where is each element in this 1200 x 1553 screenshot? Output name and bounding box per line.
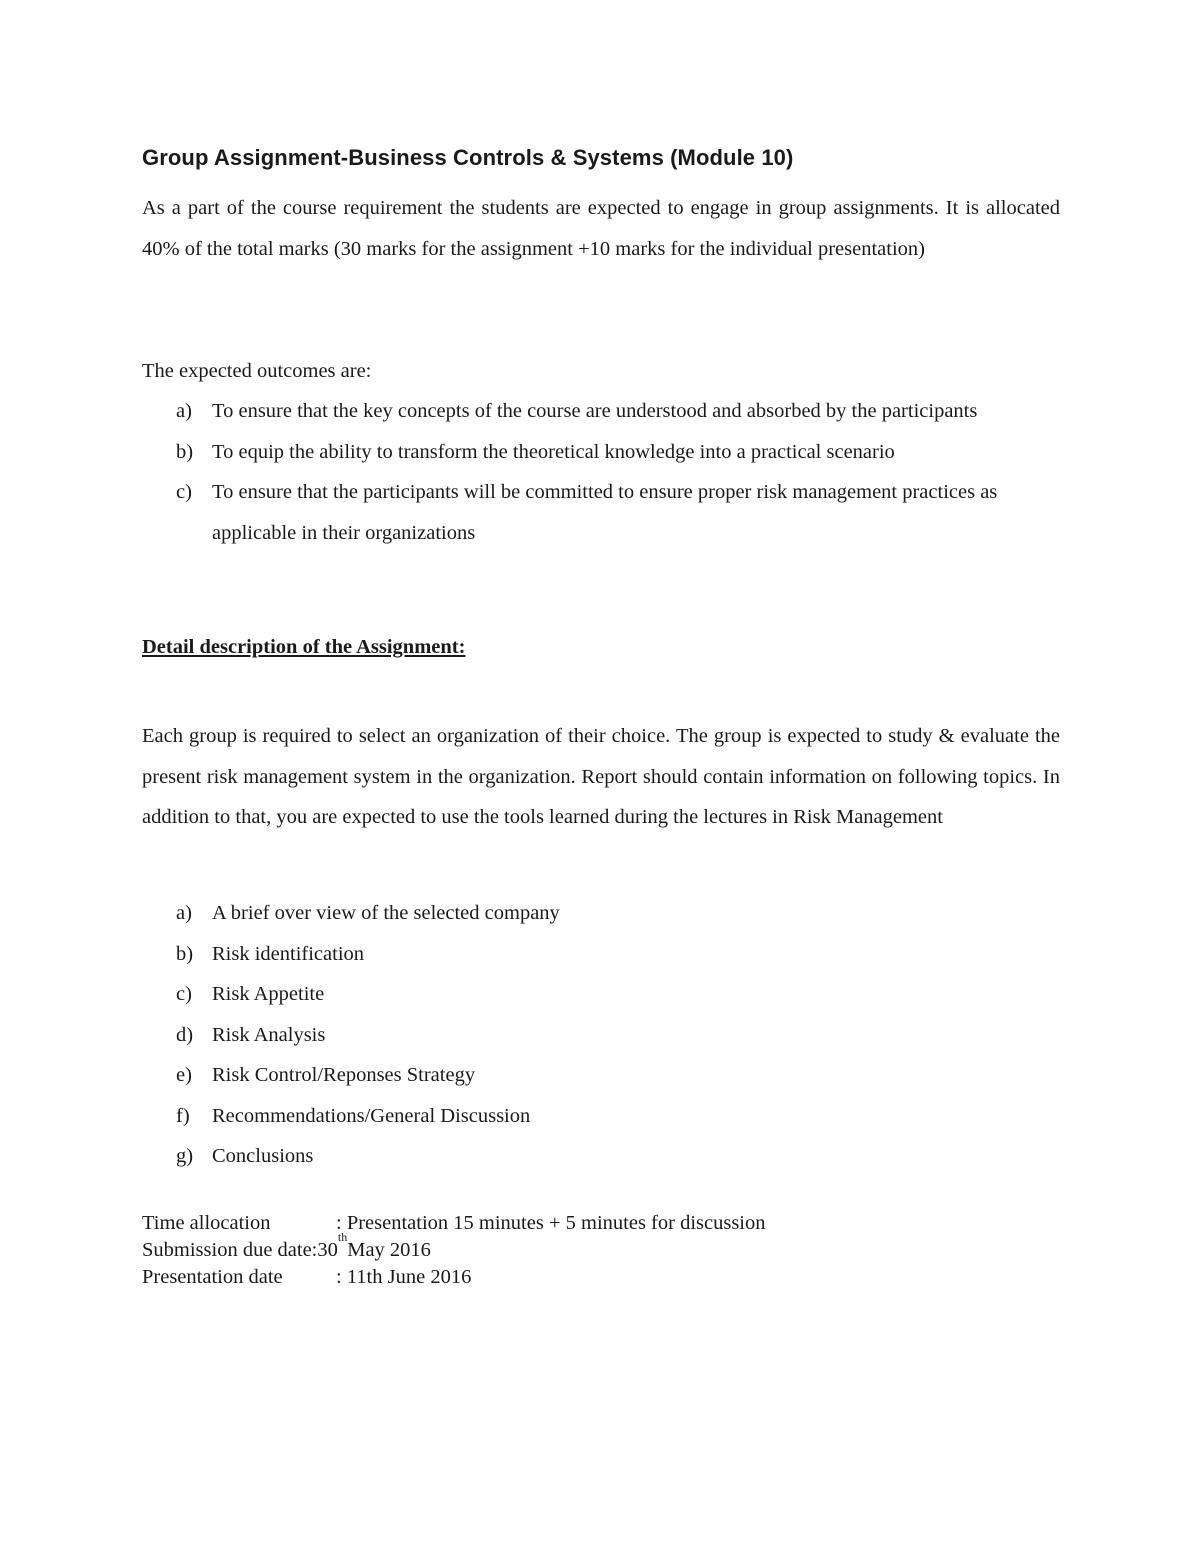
submission-row [142, 1230, 766, 1264]
list-item [142, 391, 1060, 432]
submission-suffix: th [337, 1230, 348, 1244]
expected-outcomes-label: The expected outcomes are: [142, 360, 372, 382]
list-item-text: A brief over view of the selected company [212, 902, 560, 924]
list-marker: d) [176, 1023, 194, 1046]
list-marker: e) [176, 1064, 192, 1086]
list-item-text: Risk Appetite [212, 983, 325, 1005]
document-title: Group Assignment-Business Controls & Systems (Module 10) [142, 145, 794, 170]
list-marker: g) [176, 1145, 194, 1167]
time-allocation-label: Time allocation [142, 1212, 271, 1234]
list-item [142, 432, 1060, 473]
submission-label: Submission due date: [142, 1239, 318, 1261]
list-item [142, 1096, 1060, 1137]
list-item [142, 472, 1060, 553]
section-heading: Detail description of the Assignment: [142, 636, 466, 658]
list-marker: c) [176, 983, 192, 1005]
presentation-row [142, 1264, 766, 1291]
list-item-text: Recommendations/General Discussion [212, 1104, 531, 1127]
list-item-text: To ensure that the participants will be committed to ensure proper risk management practices as applicable in their organizations [212, 481, 998, 544]
presentation-label: Presentation date [142, 1266, 283, 1288]
outcomes-list [142, 391, 1060, 553]
presentation-value: : 11th June 2016 [336, 1266, 472, 1288]
list-item [142, 1015, 1060, 1056]
list-item-text: To equip the ability to transform the theoretical knowledge into a practical scenario [212, 440, 895, 463]
list-item [142, 974, 1060, 1015]
list-marker: a) [176, 400, 192, 422]
list-marker: f) [176, 1104, 190, 1127]
list-item [142, 934, 1060, 975]
submission-rest: May 2016 [347, 1239, 431, 1261]
intro-paragraph: As a part of the course requirement the students are expected to engage in group assignments. It is allocated 40% of the total marks (30 marks for the assignment +10 marks for the individual presentation) [142, 197, 1060, 260]
list-marker: c) [176, 481, 192, 503]
list-item-text: Risk Control/Reponses Strategy [212, 1064, 476, 1086]
time-allocation-row [142, 1210, 766, 1237]
list-item [142, 1136, 1060, 1177]
schedule-info [142, 1210, 766, 1291]
description-paragraph: Each group is required to select an organization of their choice. The group is expected to study & evaluate the present risk management system in the organization. Report should contain information on following topics. In addition to that, you are expected to use the tools learned during the lectures in Risk Management [142, 725, 1060, 828]
list-item [142, 893, 1060, 934]
list-item [142, 1055, 1060, 1096]
list-item-text: Risk Analysis [212, 1023, 326, 1046]
topics-list [142, 893, 1060, 1177]
list-item-text: Conclusions [212, 1145, 314, 1167]
list-item-text: Risk identification [212, 942, 365, 965]
submission-day: 30 [317, 1239, 338, 1261]
time-allocation-value: : Presentation 15 minutes + 5 minutes for discussion [336, 1212, 766, 1234]
list-item-text: To ensure that the key concepts of the course are understood and absorbed by the participants [212, 400, 978, 422]
list-marker: b) [176, 942, 194, 965]
list-marker: a) [176, 902, 192, 924]
list-marker: b) [176, 440, 194, 463]
